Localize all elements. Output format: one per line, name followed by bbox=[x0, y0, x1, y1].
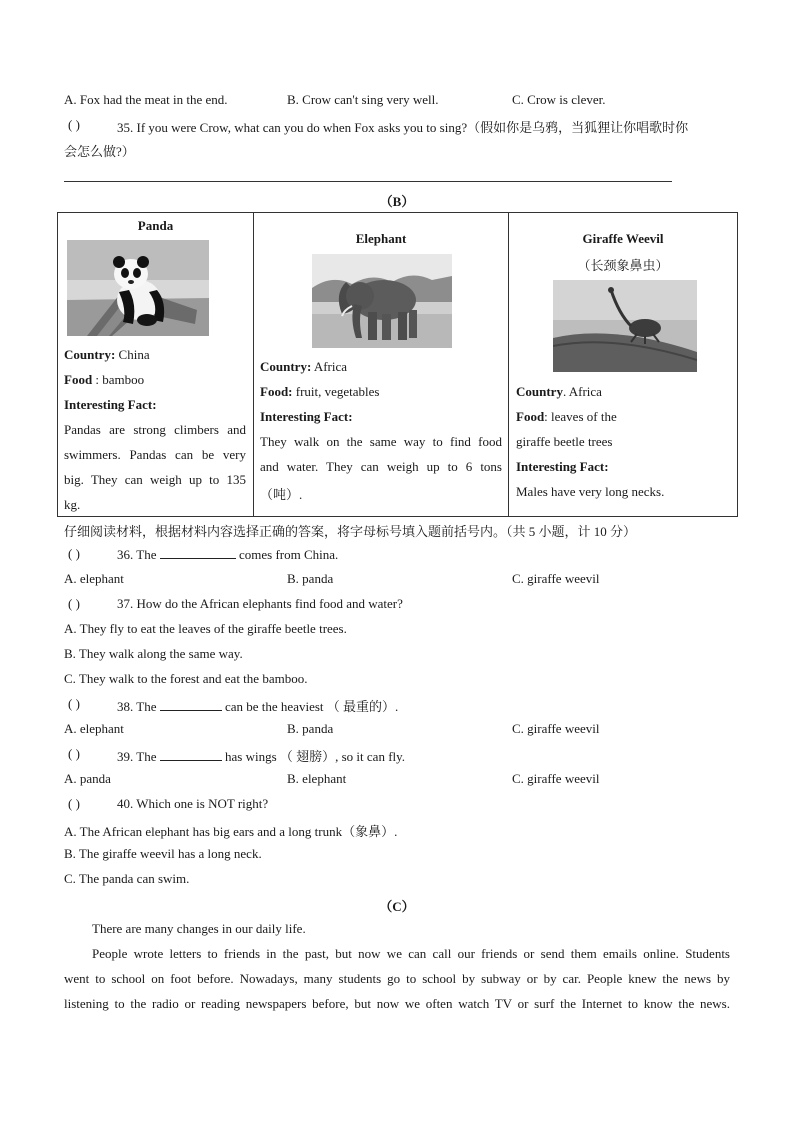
q40-option-c: C. The panda can swim. bbox=[64, 871, 190, 886]
panda-country bbox=[64, 347, 150, 363]
panda-cell bbox=[58, 213, 254, 517]
weevil-food-cont: giraffe beetle trees bbox=[516, 434, 613, 449]
q36-option-c: C. giraffe weevil bbox=[512, 571, 600, 586]
weevil-fact-label: Interesting Fact: bbox=[516, 459, 609, 474]
q40-answer-paren: ( ) bbox=[68, 796, 80, 811]
weevil-cell bbox=[509, 213, 738, 517]
elephant-cell bbox=[254, 213, 509, 517]
q35-text-cont: 会怎么做?） bbox=[64, 144, 135, 159]
q37-option-b: B. They walk along the same way. bbox=[64, 646, 243, 661]
weevil-title: Giraffe Weevil bbox=[582, 231, 664, 246]
elephant-fact-line-2: and water. They can weigh up to 6 tons bbox=[260, 459, 502, 474]
panda-photo bbox=[67, 240, 209, 336]
panda-fact-line-4: kg. bbox=[64, 497, 81, 512]
instructions: 仔细阅读材料，根据材料内容选择正确的答案，将字母标号填入题前括号内。（共 5 小题，计 10 分） bbox=[64, 524, 637, 539]
q36-post: comes from China. bbox=[235, 547, 339, 562]
panda-food bbox=[64, 372, 144, 388]
elephant-food-label: Food: bbox=[260, 384, 293, 399]
q39-answer-paren: ( ) bbox=[68, 746, 80, 761]
weevil-country-label: Country bbox=[516, 384, 563, 399]
q36-stem bbox=[117, 546, 338, 563]
q37-option-c: C. They walk to the forest and eat the bamboo. bbox=[64, 671, 308, 686]
panda-fact-line-2: swimmers. Pandas can be very bbox=[64, 447, 246, 462]
q40-stem: 40. Which one is NOT right? bbox=[117, 796, 269, 811]
q35-answer-paren: ( ) bbox=[68, 117, 80, 132]
panda-fact-label: Interesting Fact: bbox=[64, 397, 157, 412]
weevil-subtitle: （长颈象鼻虫） bbox=[577, 258, 669, 273]
q36-answer-paren: ( ) bbox=[68, 546, 80, 561]
q35-text: 35. If you were Crow, what can you do when Fox asks you to sing?（假如你是乌鸦，当狐狸让你唱歌时你 bbox=[117, 120, 689, 135]
section-c-heading: （C） bbox=[379, 899, 415, 914]
q38-option-a: A. elephant bbox=[64, 721, 124, 736]
panda-fact-line-1: Pandas are strong climbers and bbox=[64, 422, 246, 437]
q38-blank[interactable] bbox=[160, 698, 222, 711]
q36-pre: 36. The bbox=[117, 547, 160, 562]
q39-stem bbox=[117, 746, 405, 765]
q38-answer-paren: ( ) bbox=[68, 696, 80, 711]
q38-stem bbox=[117, 696, 398, 715]
animal-info-table bbox=[57, 212, 738, 517]
elephant-fact-line-3: （吨）. bbox=[260, 487, 303, 502]
panda-title: Panda bbox=[137, 218, 174, 233]
elephant-fact-line-1: They walk on the same way to find food bbox=[260, 434, 502, 449]
q39-option-c: C. giraffe weevil bbox=[512, 771, 600, 786]
q39-blank[interactable] bbox=[160, 748, 222, 761]
section-c-paragraph-2-line-2: went to school on foot before. Nowadays, many students go to school by subway or by car. People knew the news by bbox=[64, 971, 730, 986]
elephant-country-value: Africa bbox=[311, 359, 348, 374]
q38-option-c: C. giraffe weevil bbox=[512, 721, 600, 736]
weevil-photo bbox=[553, 280, 697, 372]
panda-food-label: Food bbox=[64, 372, 93, 387]
q39-option-a: A. panda bbox=[64, 771, 111, 786]
elephant-title: Elephant bbox=[355, 231, 407, 246]
elephant-photo bbox=[312, 254, 452, 348]
section-c-paragraph-1: There are many changes in our daily life. bbox=[92, 921, 306, 936]
q37-answer-paren: ( ) bbox=[68, 596, 80, 611]
q36-option-a: A. elephant bbox=[64, 571, 124, 586]
elephant-country bbox=[260, 359, 347, 375]
q34-option-a: A. Fox had the meat in the end. bbox=[64, 92, 228, 107]
q38-option-b: B. panda bbox=[287, 721, 334, 736]
q34-option-c: C. Crow is clever. bbox=[512, 92, 606, 107]
weevil-country bbox=[516, 384, 602, 400]
q39-pre: 39. The bbox=[117, 749, 160, 764]
q36-option-b: B. panda bbox=[287, 571, 334, 586]
elephant-food bbox=[260, 384, 380, 400]
weevil-food bbox=[516, 409, 617, 425]
elephant-country-label: Country: bbox=[260, 359, 312, 374]
q37-stem: 37. How do the African elephants find food and water? bbox=[117, 596, 403, 611]
q38-pre: 38. The bbox=[117, 699, 160, 714]
elephant-fact-label: Interesting Fact: bbox=[260, 409, 353, 424]
weevil-fact: Males have very long necks. bbox=[516, 484, 665, 499]
q40-option-a: A. The African elephant has big ears and a long trunk（象鼻）. bbox=[64, 824, 398, 839]
weevil-food-label: Food bbox=[516, 409, 545, 424]
section-b-heading: （B） bbox=[379, 194, 415, 209]
section-c-paragraph-2-line-1: People wrote letters to friends in the past, but now we can call our friends or send them emails online. Students bbox=[92, 946, 730, 961]
elephant-food-value: fruit, vegetables bbox=[292, 384, 380, 399]
panda-country-value: China bbox=[115, 347, 150, 362]
q40-option-b: B. The giraffe weevil has a long neck. bbox=[64, 846, 262, 861]
q34-option-b: B. Crow can't sing very well. bbox=[287, 92, 439, 107]
q39-option-b: B. elephant bbox=[287, 771, 347, 786]
panda-country-label: Country: bbox=[64, 347, 116, 362]
q39-post: has wings （ 翅膀）, so it can fly. bbox=[221, 749, 406, 764]
q35-answer-line bbox=[64, 181, 672, 182]
weevil-country-value: . Africa bbox=[562, 384, 602, 399]
section-c-paragraph-2-line-3: listening to the radio or reading newspapers before, but now we often watch TV or surf the Internet to know the news. bbox=[64, 996, 730, 1011]
q36-blank[interactable] bbox=[160, 546, 236, 559]
panda-food-value: : bamboo bbox=[92, 372, 145, 387]
weevil-food-value: : leaves of the bbox=[544, 409, 617, 424]
q37-option-a: A. They fly to eat the leaves of the giraffe beetle trees. bbox=[64, 621, 347, 636]
panda-fact-line-3: big. They can weigh up to 135 bbox=[64, 472, 246, 487]
q38-post: can be the heaviest （ 最重的）. bbox=[221, 699, 399, 714]
